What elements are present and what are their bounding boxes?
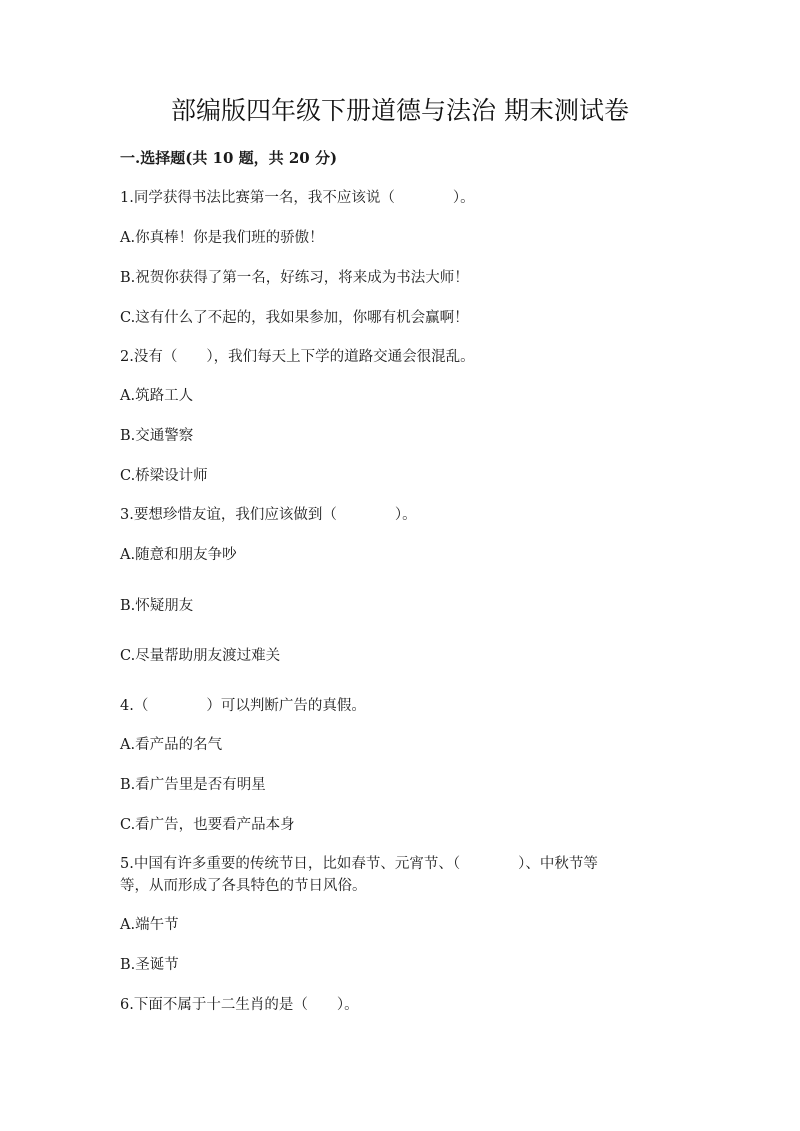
question-3-option-b: B.怀疑朋友 — [120, 598, 194, 614]
question-5-option-b: B.圣诞节 — [120, 957, 179, 973]
question-5-option-a: A.端午节 — [120, 917, 179, 933]
question-1-option-a: A.你真棒！你是我们班的骄傲！ — [120, 230, 324, 246]
question-4-option-c: C.看广告，也要看产品本身 — [120, 817, 295, 833]
question-4-option-a: A.看产品的名气 — [120, 737, 223, 753]
question-4-stem: 4.（ ）可以判断广告的真假。 — [120, 698, 366, 714]
question-3-option-c: C.尽量帮助朋友渡过难关 — [120, 648, 281, 664]
question-2-option-a: A.筑路工人 — [120, 388, 194, 404]
section-heading: 一.选择题(共 10 题，共 20 分) — [120, 149, 338, 167]
question-1-stem: 1.同学获得书法比赛第一名，我不应该说（ ）。 — [120, 190, 475, 206]
question-6-stem: 6.下面不属于十二生肖的是（ ）。 — [120, 997, 359, 1013]
question-4-option-b: B.看广告里是否有明星 — [120, 777, 266, 793]
question-3-option-a: A.随意和朋友争吵 — [120, 547, 237, 563]
question-2-option-b: B.交通警察 — [120, 428, 194, 444]
question-2-stem: 2.没有（ ），我们每天上下学的道路交通会很混乱。 — [120, 349, 475, 365]
page-title: 部编版四年级下册道德与法治 期末测试卷 — [171, 96, 629, 125]
question-3-stem: 3.要想珍惜友谊，我们应该做到（ ）。 — [120, 507, 417, 523]
question-1-option-b: B.祝贺你获得了第一名，好练习，将来成为书法大师！ — [120, 270, 469, 286]
question-2-option-c: C.桥梁设计师 — [120, 468, 208, 484]
question-5-stem-line-2: 等，从而形成了各具特色的节日风俗。 — [120, 878, 367, 894]
question-1-option-c: C.这有什么了不起的，我如果参加，你哪有机会赢啊！ — [120, 310, 469, 326]
question-5-stem-line-1: 5.中国有许多重要的传统节日，比如春节、元宵节、（ ）、中秋节等 — [120, 856, 598, 872]
